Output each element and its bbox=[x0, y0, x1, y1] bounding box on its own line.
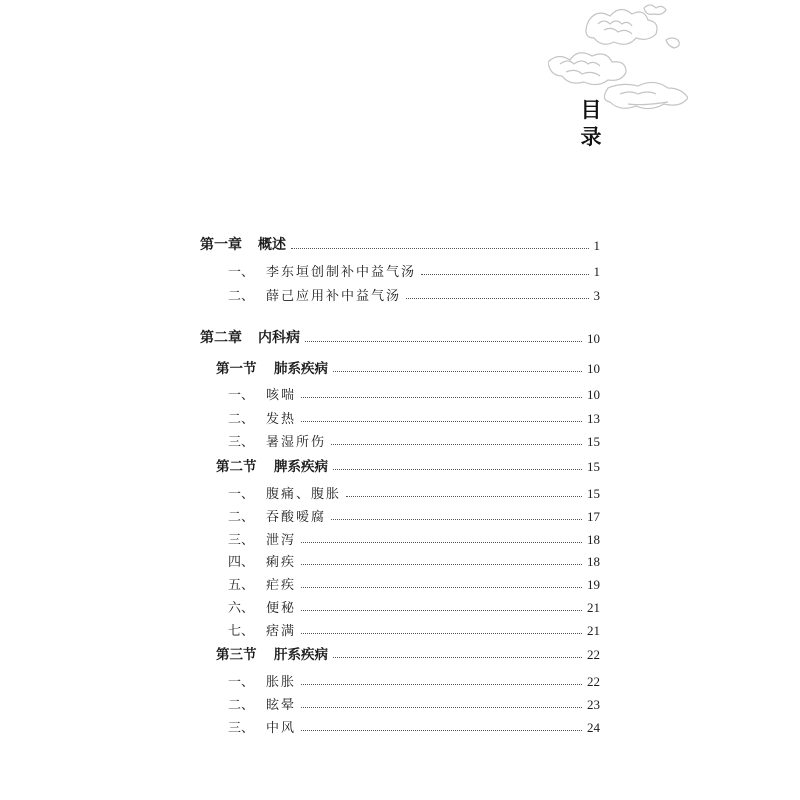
dot-leader bbox=[333, 371, 582, 372]
toc-entry[interactable] bbox=[228, 550, 600, 570]
toc-label bbox=[228, 408, 296, 427]
toc-title: 疟疾 bbox=[266, 578, 297, 593]
toc-entry[interactable] bbox=[228, 505, 600, 525]
toc-number: 三、 bbox=[228, 435, 255, 450]
toc-label bbox=[228, 551, 296, 570]
page-number: 21 bbox=[587, 600, 600, 615]
toc-number: 六、 bbox=[228, 601, 255, 616]
toc-entry[interactable] bbox=[228, 596, 600, 616]
toc-number: 第三节 bbox=[216, 647, 257, 663]
page-number: 18 bbox=[587, 532, 600, 547]
title-char: 目 bbox=[580, 97, 602, 122]
toc-title: 暑湿所伤 bbox=[266, 435, 327, 450]
toc-entry[interactable] bbox=[228, 716, 600, 736]
page-number: 18 bbox=[587, 554, 600, 569]
dot-leader bbox=[301, 421, 582, 422]
dot-leader bbox=[301, 684, 582, 685]
page-number: 21 bbox=[587, 623, 600, 638]
toc-label bbox=[200, 327, 300, 347]
toc-title: 内科病 bbox=[258, 330, 300, 346]
toc-label bbox=[216, 643, 328, 663]
toc-chapter[interactable] bbox=[200, 327, 600, 347]
toc-title: 泄泻 bbox=[266, 533, 297, 548]
toc-label bbox=[216, 357, 328, 377]
toc-entry[interactable] bbox=[228, 482, 600, 502]
toc-number: 一、 bbox=[228, 388, 255, 403]
dot-leader bbox=[301, 730, 582, 731]
page-number: 15 bbox=[587, 486, 600, 501]
toc-number: 第一节 bbox=[216, 361, 257, 377]
page-number: 13 bbox=[587, 411, 600, 426]
toc-title: 薛己应用补中益气汤 bbox=[266, 289, 402, 304]
page-number: 15 bbox=[587, 434, 600, 449]
toc-label bbox=[228, 671, 296, 690]
toc-label bbox=[228, 620, 296, 639]
toc-entry[interactable] bbox=[228, 407, 600, 427]
page-number: 10 bbox=[587, 387, 600, 402]
toc-title: 脾系疾病 bbox=[274, 459, 328, 475]
toc-number: 一、 bbox=[228, 487, 255, 502]
toc-section[interactable] bbox=[216, 643, 600, 663]
toc-entry[interactable] bbox=[228, 284, 600, 304]
dot-leader bbox=[301, 587, 582, 588]
toc-number: 三、 bbox=[228, 721, 255, 736]
toc-number: 四、 bbox=[228, 555, 255, 570]
toc-label bbox=[216, 455, 328, 475]
toc-section[interactable] bbox=[216, 357, 600, 377]
toc-title: 概述 bbox=[258, 237, 286, 253]
toc-title: 痞满 bbox=[266, 624, 297, 639]
toc-number: 一、 bbox=[228, 265, 255, 280]
toc-title: 发热 bbox=[266, 412, 297, 427]
toc-title: 腹痛、腹胀 bbox=[266, 487, 342, 502]
page-number: 19 bbox=[587, 577, 600, 592]
toc-entry[interactable] bbox=[228, 260, 600, 280]
toc-entry[interactable] bbox=[228, 619, 600, 639]
toc-title: 肝系疾病 bbox=[274, 647, 328, 663]
toc-entry[interactable] bbox=[228, 573, 600, 593]
toc-chapter[interactable] bbox=[200, 234, 600, 254]
dot-leader bbox=[421, 274, 588, 275]
toc-title: 胀胀 bbox=[266, 675, 297, 690]
toc-number: 七、 bbox=[228, 624, 255, 639]
dot-leader bbox=[333, 469, 582, 470]
dot-leader bbox=[346, 496, 582, 497]
page-number: 10 bbox=[587, 331, 600, 346]
page-number: 15 bbox=[587, 459, 600, 474]
toc-entry[interactable] bbox=[228, 528, 600, 548]
toc-label bbox=[228, 261, 416, 280]
page-number: 22 bbox=[587, 647, 600, 662]
page-number: 1 bbox=[593, 264, 600, 279]
toc-label bbox=[228, 529, 296, 548]
toc-number: 第二章 bbox=[200, 330, 242, 346]
dot-leader bbox=[301, 707, 582, 708]
toc-entry[interactable] bbox=[228, 670, 600, 690]
toc-number: 二、 bbox=[228, 289, 255, 304]
toc-label bbox=[228, 506, 326, 525]
dot-leader bbox=[406, 298, 588, 299]
toc-label bbox=[228, 483, 341, 502]
toc-number: 二、 bbox=[228, 510, 255, 525]
toc-title: 咳喘 bbox=[266, 388, 297, 403]
toc-label bbox=[228, 285, 401, 304]
page-number: 3 bbox=[593, 288, 600, 303]
toc-label bbox=[228, 574, 296, 593]
toc-label bbox=[228, 717, 296, 736]
page-number: 10 bbox=[587, 361, 600, 376]
toc-title: 中风 bbox=[266, 721, 297, 736]
dot-leader bbox=[301, 542, 582, 543]
toc-entry[interactable] bbox=[228, 430, 600, 450]
toc-number: 二、 bbox=[228, 412, 255, 427]
dot-leader bbox=[305, 341, 582, 342]
toc-title: 眩晕 bbox=[266, 698, 297, 713]
page-number: 22 bbox=[587, 674, 600, 689]
dot-leader bbox=[331, 444, 582, 445]
cloud-pattern-icon bbox=[548, 0, 688, 130]
toc-title: 肺系疾病 bbox=[274, 361, 328, 377]
toc-title: 吞酸嗳腐 bbox=[266, 510, 327, 525]
page-number: 17 bbox=[587, 509, 600, 524]
dot-leader bbox=[301, 397, 582, 398]
toc-label bbox=[228, 384, 296, 403]
dot-leader bbox=[301, 633, 582, 634]
page-number: 1 bbox=[593, 238, 600, 253]
toc-title: 便秘 bbox=[266, 601, 297, 616]
page-number: 24 bbox=[587, 720, 600, 735]
toc-label bbox=[200, 234, 286, 254]
toc-section[interactable] bbox=[216, 455, 600, 475]
page-number: 23 bbox=[587, 697, 600, 712]
toc-title: 李东垣创制补中益气汤 bbox=[266, 265, 417, 280]
toc-number: 五、 bbox=[228, 578, 255, 593]
toc-number: 三、 bbox=[228, 533, 255, 548]
dot-leader bbox=[331, 519, 582, 520]
toc-number: 第一章 bbox=[200, 237, 242, 253]
toc-entry[interactable] bbox=[228, 383, 600, 403]
dot-leader bbox=[301, 610, 582, 611]
toc-number: 一、 bbox=[228, 675, 255, 690]
toc-label bbox=[228, 694, 296, 713]
title-char: 录 bbox=[580, 124, 602, 149]
toc-title: 痢疾 bbox=[266, 555, 297, 570]
page-title bbox=[571, 96, 611, 150]
dot-leader bbox=[291, 248, 589, 249]
toc-number: 第二节 bbox=[216, 459, 257, 475]
toc-number: 二、 bbox=[228, 698, 255, 713]
dot-leader bbox=[333, 657, 582, 658]
dot-leader bbox=[301, 564, 582, 565]
toc-entry[interactable] bbox=[228, 693, 600, 713]
toc-label bbox=[228, 431, 326, 450]
toc-label bbox=[228, 597, 296, 616]
